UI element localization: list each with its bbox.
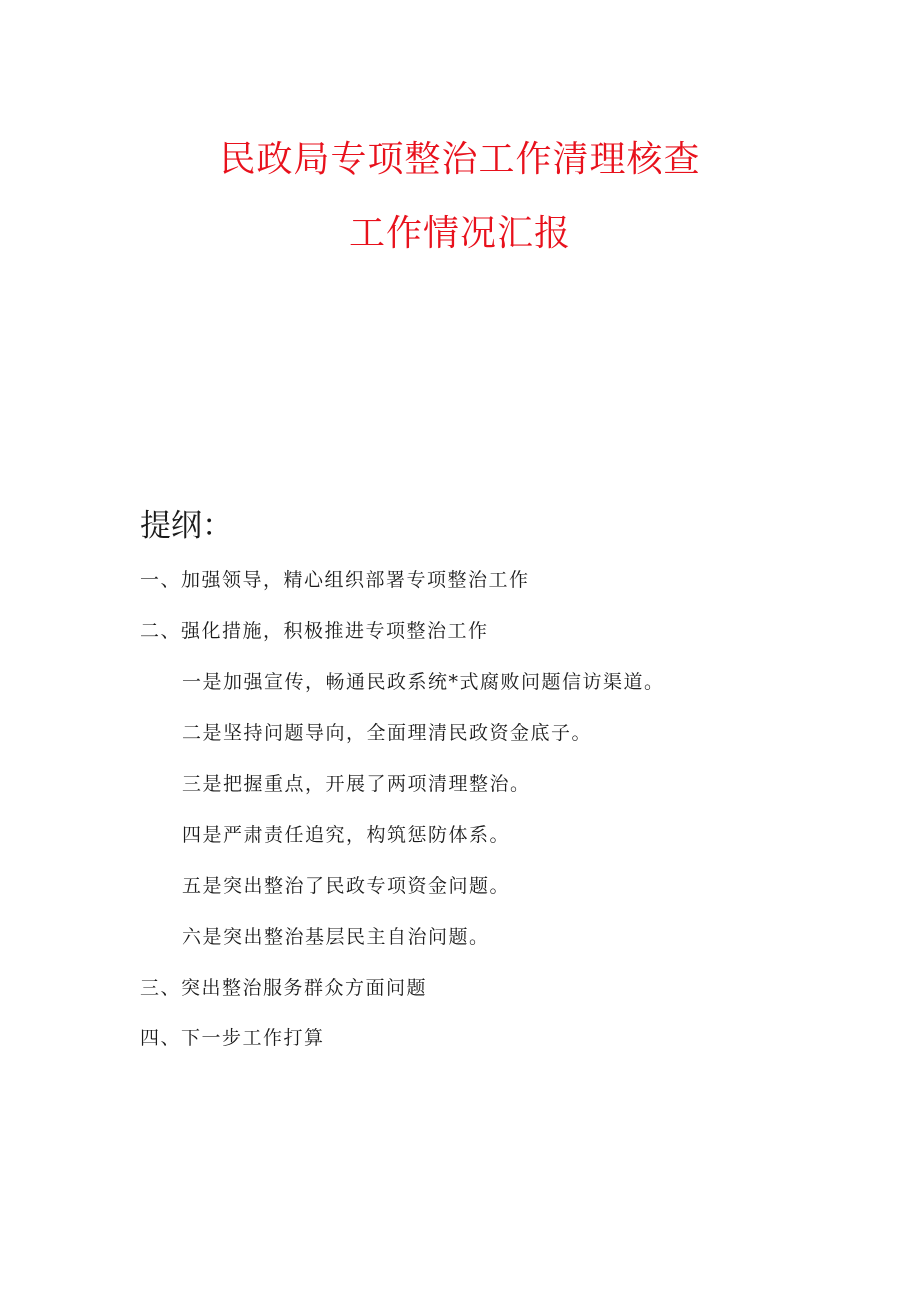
outline-subitem-3: 三是把握重点，开展了两项清理整治。 xyxy=(182,773,531,795)
document-title-line-1: 民政局专项整治工作清理核查 xyxy=(219,139,701,180)
outline-subitem-4: 四是严肃责任追究，构筑惩防体系。 xyxy=(182,824,511,846)
outline-item-1: 一、加强领导，精心组织部署专项整治工作 xyxy=(140,569,530,591)
outline-heading: 提纲： xyxy=(140,508,233,544)
outline-item-3: 三、突出整治服务群众方面问题 xyxy=(140,977,428,999)
outline-subitem-2: 二是坚持问题导向，全面理清民政资金底子。 xyxy=(182,722,593,744)
outline-subitem-1: 一是加强宣传，畅通民政系统*式腐败问题信访渠道。 xyxy=(182,671,665,693)
outline-subitem-6: 六是突出整治基层民主自治问题。 xyxy=(182,926,490,948)
outline-item-2: 二、强化措施，积极推进专项整治工作 xyxy=(140,620,489,642)
document-title-line-2: 工作情况汇报 xyxy=(348,213,571,254)
outline-item-4: 四、下一步工作打算 xyxy=(140,1027,325,1049)
outline-subitem-5: 五是突出整治了民政专项资金问题。 xyxy=(182,875,511,897)
